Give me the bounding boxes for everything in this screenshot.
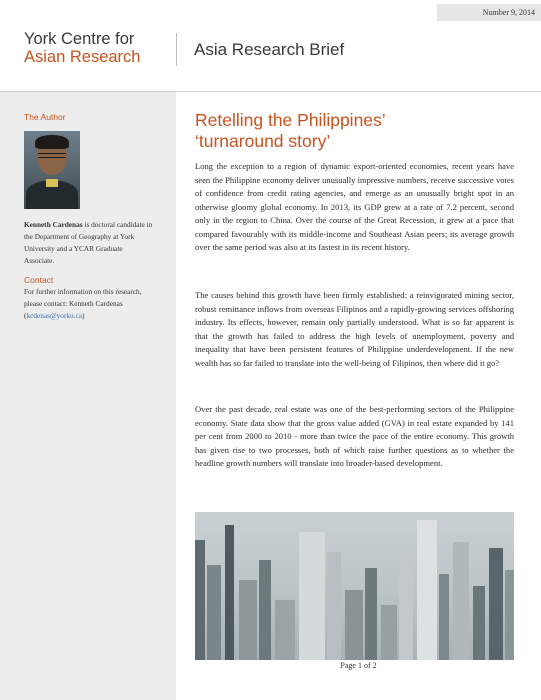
contact-text-body: For further information on this research, please contact: Kenneth Cardenas ( — [24, 287, 142, 320]
author-name: Kenneth Cardenas — [24, 220, 83, 229]
contact-close: ) — [81, 311, 85, 320]
article-title — [195, 110, 515, 152]
logo-line-2: Asian Research — [24, 48, 141, 66]
paragraph-2: The causes behind this growth have been firmly established: a reinvigorated mining sector, robust remittance inflows from overseas Filipinos and a rapidly-growing services offshoring industry. Its effects, however, remain only partially understood. What is so far apparent is that the growth has failed to address the high levels of unemployment, poverty and inequality that have been persistent features of Philippine underdevelopment. If the new wealth has so far failed to translate into the well-being of Filipinos, then where did it go? — [195, 290, 514, 368]
city-skyline-photo — [195, 512, 514, 660]
header-divider — [176, 33, 177, 66]
contact-heading: Contact — [24, 275, 54, 285]
author-heading: The Author — [24, 112, 66, 122]
paragraph-3: Over the past decade, real estate was one of the best-performing sectors of the Philippine economy. State data show that the gross value added (GVA) in real estate expanded by 141 per cent from 2000 to 2010 - more than twice the pace of the entire economy. This growth has given rise to two processes, both of which raise further questions as to whether the headline growth numbers will translate into broader-based development. — [195, 404, 514, 468]
author-bio — [24, 219, 154, 267]
author-bio-text: is doctoral candidate in the Department of Geography at York University and a YCAR Graduate Associate. — [24, 220, 153, 265]
page-number-label: Page 1 of 2 — [340, 661, 377, 670]
contact-text — [24, 286, 154, 322]
article-title-line-2: ‘turnaround story’ — [195, 131, 331, 151]
issue-number: Number 9, 2014 — [437, 4, 541, 21]
brief-title: Asia Research Brief — [194, 40, 345, 59]
article-title-line-1: Retelling the Philippines’ — [195, 110, 386, 130]
paragraph-1: Long the exception to a region of dynamic export-oriented economies, recent years have seen the Philippine economy deliver unusually impressive numbers, receive successive votes of confidence from credit rating agencies, and emerge as an unusually bright spot in an otherwise gloomy global economy. In 2013, its GDP grew at a rate of 7.2 percent, second only in the region to China. Over the course of the Great Recession, it grew at a pace that compared favourably with its middle-income and Southeast Asian peers; its average growth over the same period was also at its fastest in its recent history. — [195, 161, 514, 252]
author-photo — [24, 131, 80, 209]
page-number — [0, 661, 541, 670]
logo-line-1: York Centre for — [24, 30, 135, 48]
ycar-logo — [24, 30, 140, 66]
contact-email-link[interactable]: kcdenas@yorku.ca — [26, 311, 82, 320]
